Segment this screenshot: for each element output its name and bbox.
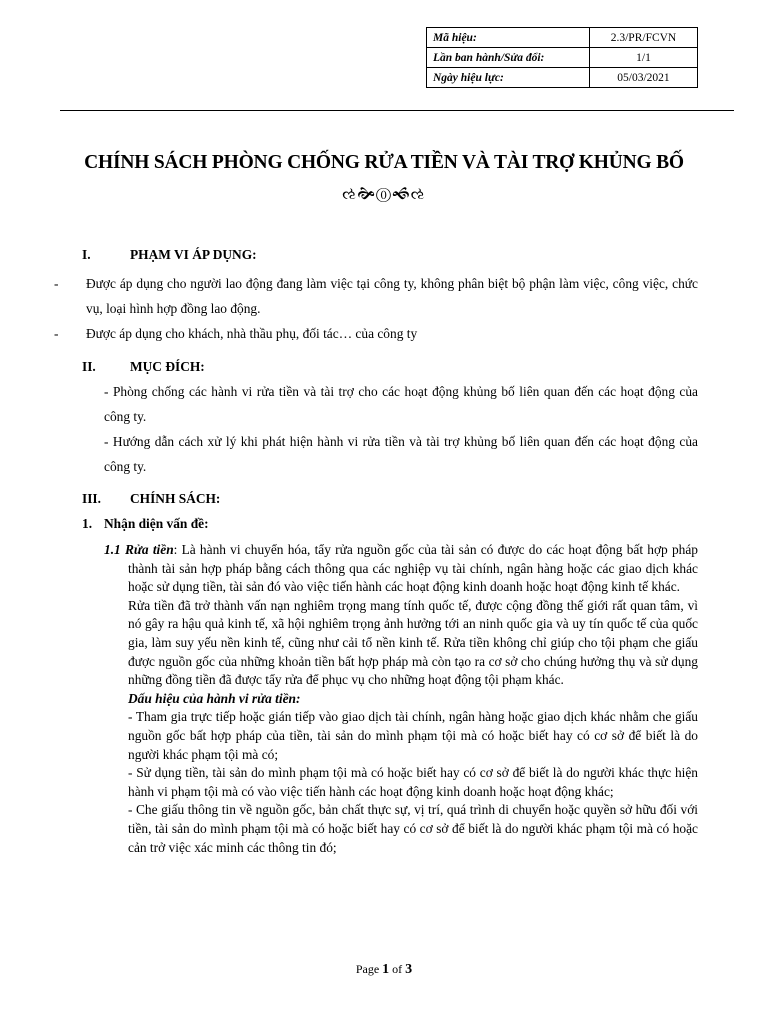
meta-row — [427, 28, 698, 48]
section-number: II. — [82, 359, 96, 374]
section-title: PHẠM VI ÁP DỤNG: — [130, 247, 257, 262]
page-total: 3 — [405, 962, 413, 977]
title-ornament: ઌ🙞⓪🙜ઌ — [342, 186, 426, 203]
list-item: - Được áp dụng cho khách, nhà thầu phụ, đối tác… của công ty — [56, 322, 698, 347]
subsection-title: Nhận diện vấn đề: — [104, 516, 209, 531]
list-item: - Sử dụng tiền, tài sản do mình phạm tội mà có hoặc biết hay có cơ sở để biết là do người khác thực hiện hành vi phạm tội mà có vào việc tiến hành các hoạt động kinh doanh hoặc hoạt động khác; — [128, 765, 698, 799]
header-divider — [60, 110, 734, 111]
meta-row — [427, 68, 698, 88]
page-sep: of — [389, 962, 406, 976]
meta-key: Ngày hiệu lực: — [427, 68, 590, 88]
signs-heading: Dấu hiệu của hành vi rửa tiền: — [128, 690, 301, 706]
meta-value: 05/03/2021 — [590, 68, 698, 88]
page-footer — [0, 962, 768, 978]
paragraph: - Hướng dẫn cách xử lý khi phát hiện hành vi rửa tiền và tài trợ khủng bố liên quan đến các hoạt động của công ty. — [104, 434, 698, 474]
list-item-text: Được áp dụng cho khách, nhà thầu phụ, đối tác… của công ty — [86, 326, 418, 341]
meta-value: 2.3/PR/FCVN — [590, 28, 698, 48]
paragraph: - Phòng chống các hành vi rửa tiền và tài trợ cho các hoạt động khủng bố liên quan đến các hoạt động của công ty. — [104, 384, 698, 424]
list-item: - Được áp dụng cho người lao động đang làm việc tại công ty, không phân biệt bộ phận làm việc, công việc, chức vụ, loại hình hợp đồng lao động. — [56, 272, 698, 321]
document-control-table — [426, 27, 698, 88]
item-label: 1.1 Rửa tiền — [104, 542, 174, 557]
list-item: - Tham gia trực tiếp hoặc gián tiếp vào giao dịch tài chính, ngân hàng hoặc giao dịch khác nhằm che giấu nguồn gốc bất hợp pháp của tiền, tài sản do mình phạm tội mà có hoặc biết hay có cơ sở để biết là do người khác phạm tội mà có; — [128, 709, 698, 762]
paragraph: Rửa tiền đã trở thành vấn nạn nghiêm trọng mang tính quốc tế, được cộng đồng thế giới rất quan tâm, vì nó gây ra hậu quả kinh tế, xã hội nghiêm trọng ảnh hưởng tới an ninh quốc gia và uy tín quốc tế của quốc gia, làm suy yếu nền kinh tế, cũng như cải tổ nền kinh tế. Rửa tiền không chỉ giúp cho tội phạm che giấu được nguồn gốc của những khoản tiền bất hợp pháp mà còn tạo ra cơ sở cho chúng hưởng thụ và sử dụng những đồng tiền đã được tẩy rửa để phục vụ cho những hoạt động tội phạm khác. — [128, 597, 698, 688]
section-number: III. — [82, 491, 101, 506]
subsection-number: 1. — [82, 516, 93, 531]
meta-row — [427, 48, 698, 68]
section-number: I. — [82, 247, 91, 262]
meta-key: Lần ban hành/Sửa đổi: — [427, 48, 590, 68]
item-text: : Là hành vi chuyển hóa, tẩy rửa nguồn gốc của tài sản có được do các hoạt động bất hợp pháp thành tài sản hợp pháp bằng cách thông qua các nghiệp vụ tài chính, ngân hàng hoặc các giao dịch khác hoặc sử dụng tiền, tài sản đó vào việc tiến hành các hoạt động kinh doanh hoặc hoạt động kinh tế khác. — [128, 542, 698, 595]
list-item-text: Được áp dụng cho người lao động đang làm việc tại công ty, không phân biệt bộ phận làm việc, công việc, chức vụ, loại hình hợp đồng lao động. — [86, 276, 698, 316]
paragraph — [104, 541, 698, 597]
meta-key: Mã hiệu: — [427, 28, 590, 48]
section-body — [104, 541, 698, 857]
document-title: CHÍNH SÁCH PHÒNG CHỐNG RỬA TIỀN VÀ TÀI TRỢ KHỦNG BỐ — [84, 152, 684, 173]
meta-value: 1/1 — [590, 48, 698, 68]
page-current: 1 — [382, 962, 390, 977]
section-title: CHÍNH SÁCH: — [130, 491, 221, 506]
list-item: - Che giấu thông tin về nguồn gốc, bản chất thực sự, vị trí, quá trình di chuyển hoặc quyền sở hữu đối với tiền, tài sản do mình phạm tội mà có hoặc biết hay có cơ sở để biết là do người khác phạm tội mà có hoặc cản trở việc xác minh các thông tin đó; — [128, 802, 698, 855]
section-title: MỤC ĐÍCH: — [130, 359, 205, 374]
page-prefix: Page — [355, 962, 383, 976]
